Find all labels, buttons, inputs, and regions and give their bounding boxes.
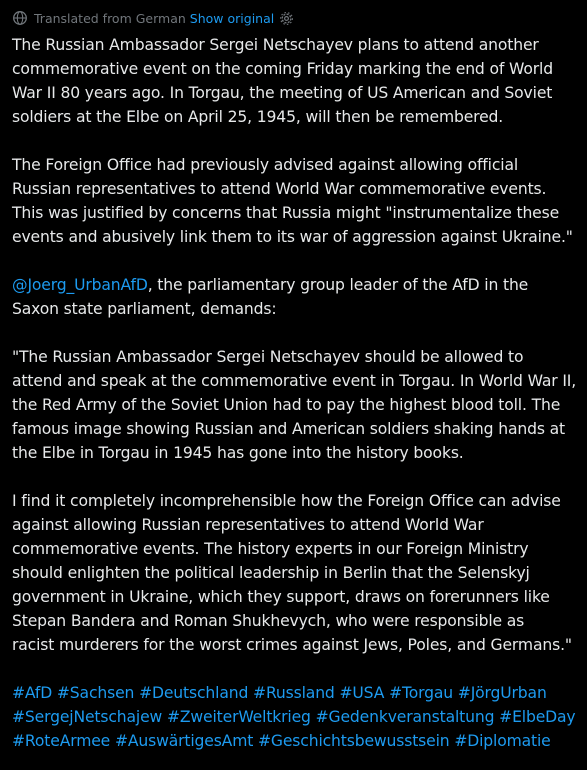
text-line: Saxon state parliament, demands: (12, 300, 277, 318)
text-line (12, 273, 582, 297)
text-line: attend and speak at the commemorative event in Torgau. In World War II, (12, 372, 577, 390)
text-line: commemorative events. The history experts in our Foreign Ministry (12, 540, 529, 558)
hashtag-link[interactable]: #SergejNetschajew (12, 708, 163, 726)
text-line: The Foreign Office had previously advised against allowing official (12, 156, 519, 174)
hashtag-link[interactable]: #USA (339, 684, 385, 702)
text-line: The Russian Ambassador Sergei Netschayev plans to attend another (12, 36, 539, 54)
hashtag-link[interactable]: #Deutschland (139, 684, 249, 702)
user-mention-link[interactable]: @Joerg_UrbanAfD (12, 276, 148, 294)
post-text (12, 33, 582, 753)
text-line: Stepan Bandera and Roman Shukhevych, who were responsible as (12, 612, 525, 630)
hashtag-link[interactable]: #AfD (12, 684, 53, 702)
hashtag-link[interactable]: #Geschichtsbewusstsein (258, 732, 450, 750)
hashtag-list (12, 681, 582, 753)
hashtag-line (12, 705, 582, 729)
hashtag-link[interactable]: #Torgau (389, 684, 453, 702)
hashtag-link[interactable]: #AuswärtigesAmt (114, 732, 254, 750)
hashtag-line (12, 681, 582, 705)
text-line: War II 80 years ago. In Torgau, the meeting of US American and Soviet (12, 84, 553, 102)
text-fragment: , the parliamentary group leader of the AfD in the (147, 276, 529, 294)
paragraph-2 (12, 153, 582, 249)
text-line: This was justified by concerns that Russia might "instrumentalize these (12, 204, 560, 222)
hashtag-link[interactable]: #Diplomatie (454, 732, 551, 750)
gear-icon[interactable] (279, 11, 294, 26)
hashtag-link[interactable]: #Gedenkveranstaltung (315, 708, 495, 726)
hashtag-link[interactable]: #RoteArmee (12, 732, 111, 750)
paragraph-4-quote (12, 345, 582, 465)
translation-label: Translated from German (34, 10, 186, 26)
text-line: commemorative event on the coming Friday marking the end of World (12, 60, 553, 78)
text-line: "The Russian Ambassador Sergei Netschayev should be allowed to (12, 348, 524, 366)
paragraph-5-quote (12, 489, 582, 657)
text-line: government in Ukraine, which they support, draws on forerunners like (12, 588, 550, 606)
hashtag-line (12, 729, 582, 753)
text-line: I find it completely incomprehensible how the Foreign Office can advise (12, 492, 561, 510)
show-original-link[interactable]: Show original (189, 10, 275, 26)
text-line: the Elbe in Torgau in 1945 has gone into the history books. (12, 444, 464, 462)
translation-notice (12, 8, 294, 28)
text-line: should enlighten the political leadership in Berlin that the Selenskyj (12, 564, 530, 582)
text-line: famous image showing Russian and American soldiers shaking hands at (12, 420, 565, 438)
paragraph-3 (12, 273, 582, 321)
hashtag-link[interactable]: #Sachsen (56, 684, 135, 702)
text-line: Russian representatives to attend World War commemorative events. (12, 180, 547, 198)
text-line: events and abusively link them to its war of aggression against Ukraine." (12, 228, 573, 246)
text-line: the Red Army of the Soviet Union had to pay the highest blood toll. The (12, 396, 561, 414)
paragraph-1 (12, 33, 582, 129)
globe-icon (12, 10, 28, 26)
text-line: racist murderers for the worst crimes against Jews, Poles, and Germans." (12, 636, 572, 654)
text-line: soldiers at the Elbe on April 25, 1945, will then be remembered. (12, 108, 504, 126)
text-line: against allowing Russian representatives to attend World War (12, 516, 484, 534)
hashtag-link[interactable]: #Russland (253, 684, 335, 702)
hashtag-link[interactable]: #JörgUrban (457, 684, 547, 702)
hashtag-link[interactable]: #ElbeDay (499, 708, 576, 726)
hashtag-link[interactable]: #ZweiterWeltkrieg (166, 708, 311, 726)
